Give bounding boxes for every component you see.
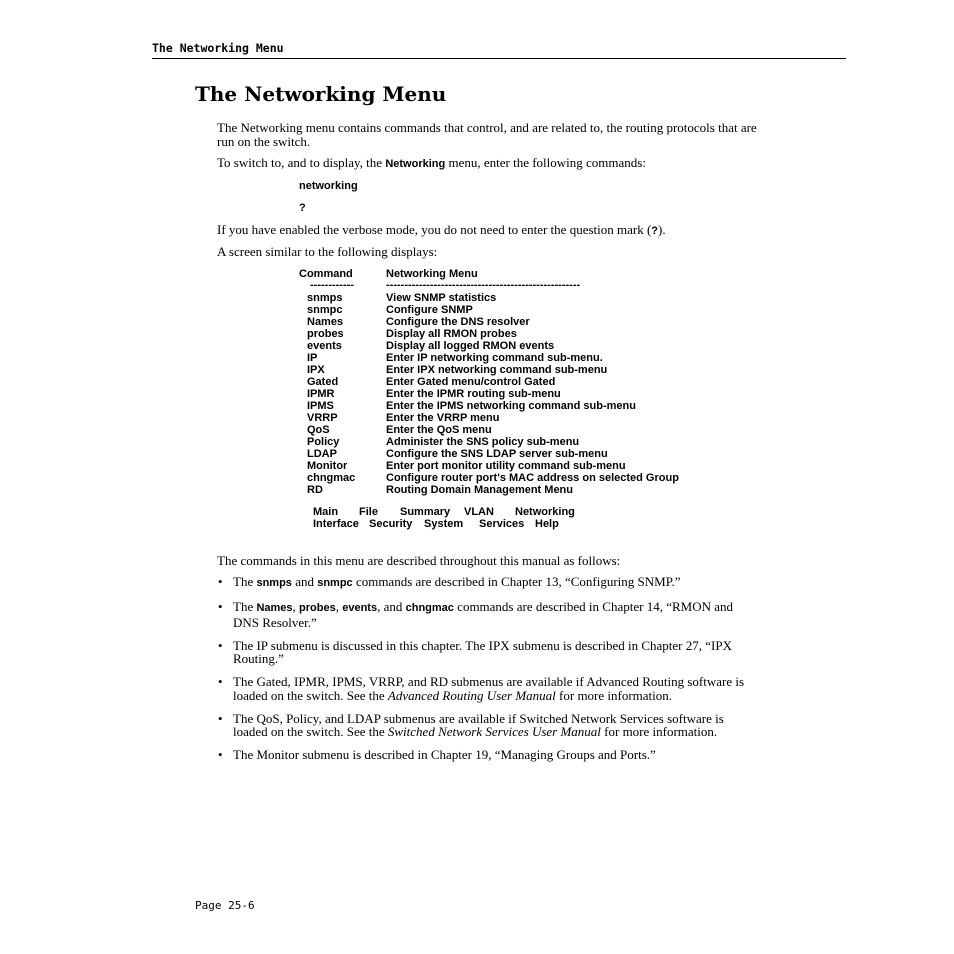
menu-command: QoS: [307, 424, 330, 436]
bullet-marker: •: [218, 574, 223, 589]
menu-command-description: Enter Gated menu/control Gated: [386, 376, 556, 388]
advanced-routing-manual-title: Advanced Routing User Manual: [387, 687, 556, 703]
nav-system: System: [424, 518, 464, 530]
menu-command: VRRP: [307, 412, 338, 424]
command-snmps: snmps: [256, 577, 292, 589]
section-title: The Networking Menu: [195, 82, 447, 106]
menu-command-description: Display all RMON probes: [386, 328, 517, 340]
menu-command: probes: [307, 328, 344, 340]
switch-text-after: menu, enter the following commands:: [445, 155, 646, 170]
chapter-references-list: [217, 575, 757, 771]
bullet-text: ,: [292, 599, 300, 614]
bullet-text: The Gated, IPMR, IPMS, VRRP, and RD submenus are available if Advanced Routing software is loaded on the switch. See the: [233, 674, 745, 703]
question-mark-inline: ?: [651, 225, 659, 237]
nav-summary: Summary: [400, 506, 451, 518]
screen-display-note: A screen similar to the following displays:: [217, 244, 438, 259]
bullet-marker: •: [218, 747, 223, 762]
list-item: [217, 748, 757, 762]
nav-file: File: [359, 506, 378, 518]
menu-command: IP: [307, 352, 318, 364]
menu-command: Policy: [307, 436, 340, 448]
bullet-text: The IP submenu is discussed in this chapter. The IPX submenu is described in Chapter 27, “IPX Routing.”: [233, 637, 732, 666]
bullet-text: for more information.: [600, 724, 718, 739]
bullet-marker: •: [218, 637, 223, 653]
nav-networking: Networking: [515, 506, 575, 518]
nav-interface: Interface: [313, 518, 359, 530]
bullet-marker: •: [218, 674, 223, 689]
menu-separator-description: -----------------------------------------------------: [386, 279, 581, 291]
list-item: [217, 712, 757, 739]
list-item: [217, 639, 757, 666]
menu-command-description: Enter IP networking command sub-menu.: [386, 352, 603, 364]
menu-column-networking-menu: Networking Menu: [386, 268, 478, 280]
menu-command-description: Administer the SNS policy sub-menu: [386, 436, 580, 448]
menu-command-description: Configure the SNS LDAP server sub-menu: [386, 448, 608, 460]
nav-help: Help: [535, 518, 559, 530]
page-number: Page 25-6: [195, 899, 255, 912]
menu-command-description: Routing Domain Management Menu: [386, 484, 573, 496]
menu-command-description: Enter the IPMR routing sub-menu: [386, 388, 561, 400]
verbose-text-after: ).: [658, 222, 666, 237]
bullet-text: The QoS, Policy, and LDAP submenus are available if Switched Network Services software is loaded on the switch. See the: [233, 710, 724, 739]
menu-command: IPMS: [307, 400, 334, 412]
menu-command: snmpc: [307, 304, 343, 316]
menu-command: Monitor: [307, 460, 348, 472]
menu-command: chngmac: [307, 472, 356, 484]
running-header-title: The Networking Menu: [152, 41, 284, 55]
switch-instructions: [217, 156, 757, 172]
nav-main: Main: [313, 506, 339, 518]
bullet-text: for more information.: [555, 687, 673, 703]
command-chngmac: chngmac: [405, 602, 454, 614]
menu-command-description: Configure the DNS resolver: [386, 316, 530, 328]
menu-command: events: [307, 340, 342, 352]
list-item: [217, 600, 757, 629]
command-events: events: [342, 602, 378, 614]
menu-column-command: Command: [299, 268, 353, 280]
bullet-marker: •: [218, 599, 223, 614]
menu-command: RD: [307, 484, 323, 496]
menu-command-description: Display all logged RMON events: [386, 340, 555, 352]
nav-security: Security: [369, 518, 413, 530]
commands-overview: The commands in this menu are described throughout this manual as follows:: [217, 553, 621, 568]
intro-paragraph: The Networking menu contains commands that control, and are related to, the routing protocols that are run on the switch.: [217, 120, 757, 149]
bullet-text: The: [233, 599, 257, 614]
menu-command: snmps: [307, 292, 343, 304]
menu-command-description: Enter port monitor utility command sub-menu: [386, 460, 626, 472]
menu-command: LDAP: [307, 448, 337, 460]
list-item: [217, 575, 757, 591]
bullet-text: and: [291, 574, 318, 589]
menu-command-description: Enter the IPMS networking command sub-menu: [386, 400, 636, 412]
bullet-text: commands are described in Chapter 13, “Configuring SNMP.”: [352, 574, 681, 589]
menu-command: Gated: [307, 376, 339, 388]
command-networking: networking: [299, 180, 358, 192]
sns-manual-title: Switched Network Services User Manual: [387, 724, 601, 739]
bullet-marker: •: [218, 710, 223, 726]
menu-command-description: Enter the QoS menu: [386, 424, 492, 436]
networking-command-inline: Networking: [385, 158, 446, 170]
menu-command-description: Configure router port's MAC address on selected Group: [386, 472, 679, 484]
menu-command: IPX: [307, 364, 325, 376]
nav-services: Services: [479, 518, 525, 530]
command-names: Names: [256, 602, 293, 614]
command-question-mark: ?: [299, 202, 306, 214]
menu-command: IPMR: [307, 388, 335, 400]
command-probes: probes: [299, 602, 336, 614]
list-item: [217, 675, 757, 702]
bullet-text: ,: [335, 599, 343, 614]
menu-separator-command: ------------: [310, 279, 354, 291]
switch-text-before: To switch to, and to display, the: [217, 155, 386, 170]
menu-command-description: Enter the VRRP menu: [386, 412, 500, 424]
nav-vlan: VLAN: [464, 506, 494, 518]
menu-command-description: Enter IPX networking command sub-menu: [386, 364, 608, 376]
bullet-text: , and: [377, 599, 406, 614]
menu-command-description: Configure SNMP: [386, 304, 473, 316]
header-rule: [152, 58, 846, 59]
bullet-text: The Monitor submenu is described in Chapter 19, “Managing Groups and Ports.”: [233, 747, 656, 762]
verbose-text-before: If you have enabled the verbose mode, you do not need to enter the question mark (: [217, 222, 652, 237]
menu-command: Names: [307, 316, 344, 328]
bullet-text: commands are described in Chapter 14, “RMON and DNS Resolver.”: [233, 599, 733, 630]
verbose-note: [217, 223, 757, 239]
command-snmpc: snmpc: [317, 577, 353, 589]
menu-command-description: View SNMP statistics: [386, 292, 497, 304]
bullet-text: The: [233, 574, 257, 589]
